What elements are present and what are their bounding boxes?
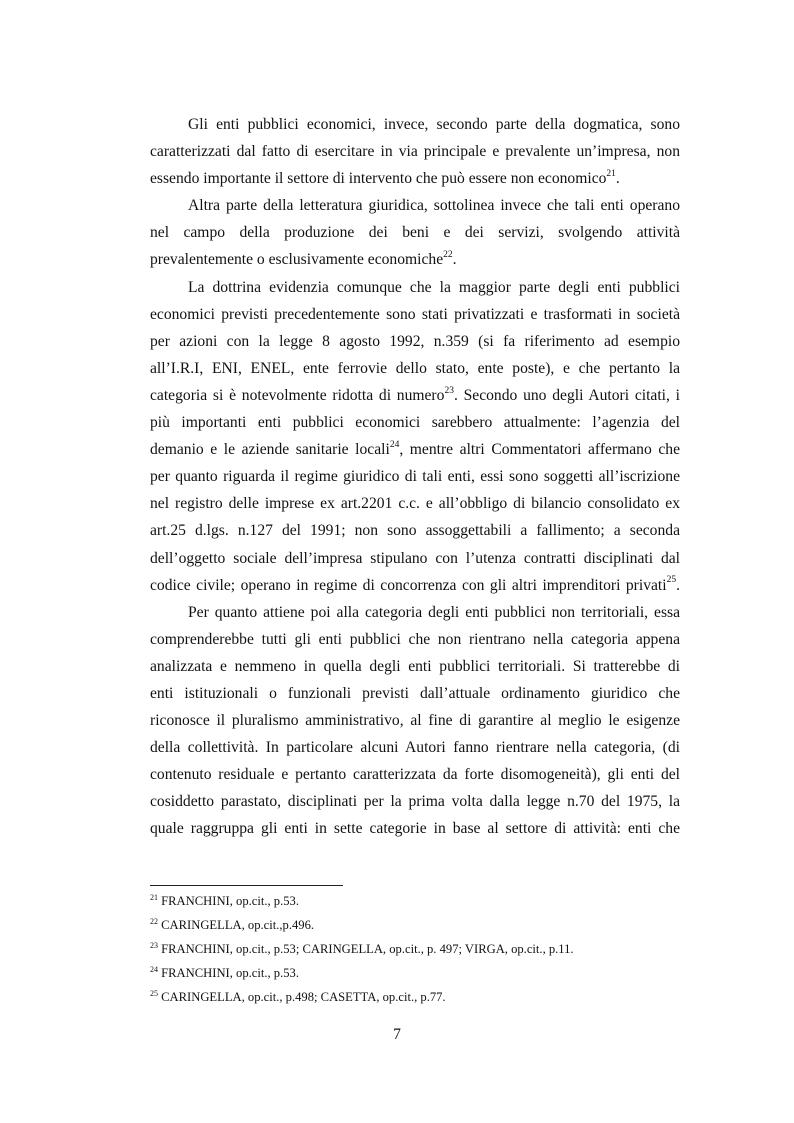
text-segment: La dottrina evidenzia comunque che la maggior parte degli enti pubblici xyxy=(188,278,680,296)
text-segment: per quanto riguarda il regime giuridico di tali enti, essi sono soggetti all’iscrizione xyxy=(150,468,680,486)
text-segment: enti istituzionali o funzionali previsti dall’attuale ordinamento giuridico che xyxy=(150,684,680,702)
body-text xyxy=(150,111,680,843)
text-segment: cosiddetto parastato, disciplinati per la prima volta dalla legge n.70 del 1975, la xyxy=(150,793,680,811)
text-segment: per azioni con la legge 8 agosto 1992, n.359 (si fa riferimento ad esempio xyxy=(150,332,680,350)
text-segment: essendo importante il settore di intervento che può essere non economico xyxy=(150,170,607,188)
text-segment: demanio e le aziende sanitarie locali xyxy=(150,441,390,459)
text-segment: quale raggruppa gli enti in sette categorie in base al settore di attività: enti che xyxy=(150,820,680,838)
text-segment: categoria si è notevolmente ridotta di numero xyxy=(150,386,445,404)
text-line xyxy=(150,734,680,761)
page-number: 7 xyxy=(393,1026,401,1043)
text-line xyxy=(150,545,680,572)
footnote xyxy=(150,917,710,941)
text-segment: della collettività. In particolare alcuni Autori fanno rientrare nella categoria, (di xyxy=(150,739,680,757)
text-segment: contenuto residuale e pertanto caratterizzata da forte disomogeneità), gli enti del xyxy=(150,766,680,784)
text-line xyxy=(150,599,680,626)
text-segment: . xyxy=(452,251,457,269)
text-line xyxy=(150,463,680,490)
text-line xyxy=(150,382,680,409)
text-segment: Gli enti pubblici economici, invece, secondo parte della dogmatica, sono xyxy=(188,116,680,133)
text-segment: art.25 d.lgs. n.127 del 1991; non sono assoggettabili a fallimento; a seconda xyxy=(150,522,680,540)
text-line xyxy=(150,436,680,463)
text-line xyxy=(150,138,680,165)
footnote-reference: 22 xyxy=(443,250,453,261)
footnote-text: CARINGELLA, op.cit., p.498; CASETTA, op.cit., p.77. xyxy=(161,990,446,1005)
text-line xyxy=(150,707,680,734)
footnote-number: 22 xyxy=(150,916,158,926)
text-segment: riconosce il pluralismo amministrativo, al fine di garantire al meglio le esigenze xyxy=(150,712,680,730)
text-segment: . xyxy=(615,170,620,188)
text-line xyxy=(150,572,680,599)
text-line xyxy=(150,680,680,707)
text-line xyxy=(150,788,680,815)
text-segment: all’I.R.I, ENI, ENEL, ente ferrovie dello stato, ente poste), e che pertanto la xyxy=(150,359,680,377)
text-segment: economici previsti precedentemente sono stati privatizzati e trasformati in società xyxy=(150,305,680,323)
text-line xyxy=(150,761,680,788)
text-line xyxy=(150,219,680,246)
text-line xyxy=(150,815,680,842)
footnote-text: FRANCHINI, op.cit., p.53. xyxy=(161,966,299,981)
text-line xyxy=(150,517,680,544)
footnote-text: CARINGELLA, op.cit.,p.496. xyxy=(161,918,315,933)
footnote-number: 25 xyxy=(150,989,158,999)
text-line xyxy=(150,490,680,517)
footnote-text: FRANCHINI, op.cit., p.53. xyxy=(161,894,299,908)
text-segment: , mentre altri Commentatori affermano che xyxy=(399,441,680,459)
footnote-reference: 21 xyxy=(606,169,616,179)
footnote-reference: 24 xyxy=(389,439,400,450)
text-segment: dell’oggetto sociale dell’impresa stipulano con l’utenza contratti disciplinati dal xyxy=(150,549,680,567)
text-line xyxy=(150,626,680,653)
footnote-reference: 25 xyxy=(666,575,677,586)
footnote xyxy=(150,941,710,965)
text-segment: comprenderebbe tutti gli enti pubblici che non rientrano nella categoria appena xyxy=(150,630,680,648)
text-segment: . Secondo uno degli Autori citati, i xyxy=(453,386,680,404)
text-line xyxy=(150,355,680,382)
footnote xyxy=(150,965,710,989)
text-line xyxy=(150,246,680,273)
footnote-number: 23 xyxy=(150,941,158,950)
footnote-number: 21 xyxy=(150,892,158,902)
text-segment: . xyxy=(676,576,680,594)
footnote-separator xyxy=(150,885,343,886)
text-line xyxy=(150,409,680,436)
text-segment: caratterizzati dal fatto di esercitare in via principale e prevalente un’impresa, non xyxy=(150,143,680,161)
text-segment: Per quanto attiene poi alla categoria degli enti pubblici non territoriali, essa xyxy=(188,603,680,621)
text-segment: prevalentemente o esclusivamente economiche xyxy=(150,251,444,269)
footnotes xyxy=(150,893,710,1013)
footnote xyxy=(150,893,710,917)
text-segment: analizzata e nemmeno in quella degli enti pubblici territoriali. Si tratterebbe di xyxy=(150,657,680,675)
text-line xyxy=(150,165,680,192)
text-line xyxy=(150,301,680,328)
footnote-text: FRANCHINI, op.cit., p.53; CARINGELLA, op.cit., p. 497; VIRGA, op.cit., p.11. xyxy=(161,942,574,957)
text-segment: nel registro delle imprese ex art.2201 c.c. e all’obbligo di bilancio consolidato ex xyxy=(150,495,680,513)
text-line xyxy=(150,653,680,680)
text-segment: Altra parte della letteratura giuridica, sottolinea invece che tali enti operano xyxy=(188,197,680,215)
text-line xyxy=(150,192,680,219)
footnote-reference: 23 xyxy=(444,385,454,396)
text-line xyxy=(150,111,680,138)
text-segment: più importanti enti pubblici economici sarebbero attualmente: l’agenzia del xyxy=(150,414,680,432)
footnote xyxy=(150,989,710,1013)
text-line xyxy=(150,328,680,355)
text-line xyxy=(150,274,680,301)
text-segment: nel campo della produzione dei beni e dei servizi, svolgendo attività xyxy=(150,224,680,242)
footnote-number: 24 xyxy=(150,965,158,975)
text-segment: codice civile; operano in regime di concorrenza con gli altri imprenditori privati xyxy=(150,576,667,594)
